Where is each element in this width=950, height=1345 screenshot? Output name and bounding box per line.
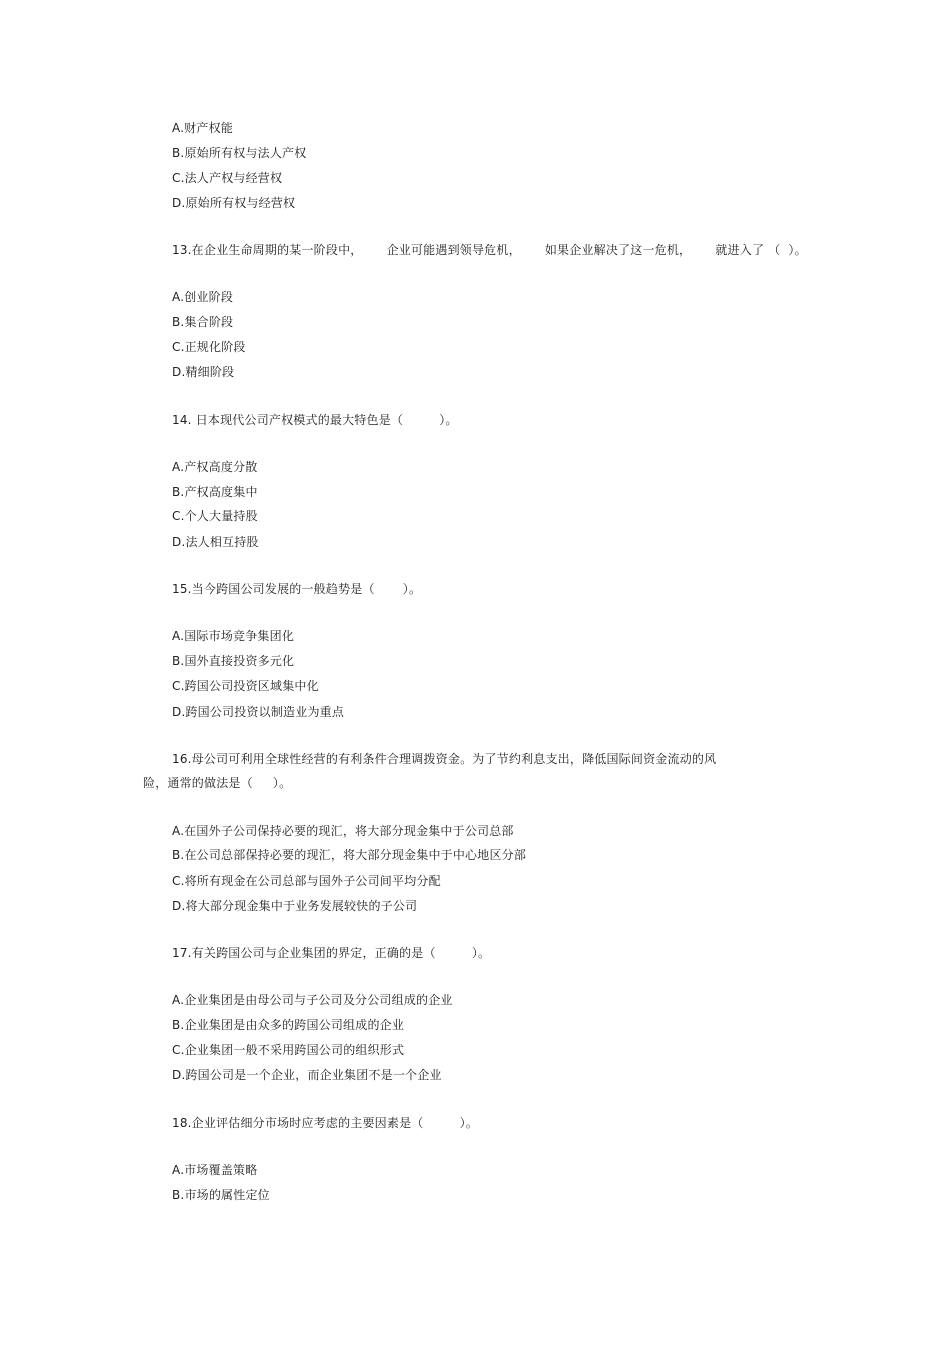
q17-option-b: B.企业集团是由众多的跨国公司组成的企业: [172, 1018, 405, 1032]
q16-stem-line-2: 险，通常的做法是（ ）。: [143, 776, 292, 790]
q14-stem: 14. 日本现代公司产权模式的最大特色是（ ）。: [172, 413, 458, 427]
q15-option-a: A.国际市场竞争集团化: [172, 629, 295, 643]
q16-option-b: B.在公司总部保持必要的现汇，将大部分现金集中于中心地区分部: [172, 848, 527, 862]
q14-option-b: B.产权高度集中: [172, 485, 258, 499]
q17-stem: 17.有关跨国公司与企业集团的界定，正确的是（ ）。: [172, 946, 491, 960]
q13-option-a: A.创业阶段: [172, 290, 234, 304]
q13-stem: 13.在企业生命周期的某一阶段中， 企业可能遇到领导危机， 如果企业解决了这一危机， 就进入了 （ ）。: [172, 243, 807, 257]
q16-option-a: A.在国外子公司保持必要的现汇，将大部分现金集中于公司总部: [172, 824, 514, 838]
q16-stem-line-1: 16.母公司可利用全球性经营的有利条件合理调拨资金。为了节约利息支出，降低国际间资金流动的风: [172, 752, 717, 766]
q17-option-c: C.企业集团一般不采用跨国公司的组织形式: [172, 1043, 405, 1057]
q15-stem: 15.当今跨国公司发展的一般趋势是（ ）。: [172, 582, 422, 596]
q18-stem: 18.企业评估细分市场时应考虑的主要因素是（ ）。: [172, 1116, 479, 1130]
q13-option-c: C.正规化阶段: [172, 340, 246, 354]
q14-option-c: C.个人大量持股: [172, 509, 258, 523]
q14-option-d: D.法人相互持股: [172, 535, 259, 549]
q12-option-c: C.法人产权与经营权: [172, 171, 283, 185]
q16-option-d: D.将大部分现金集中于业务发展较快的子公司: [172, 899, 418, 913]
q17-option-d: D.跨国公司是一个企业，而企业集团不是一个企业: [172, 1068, 442, 1082]
q18-option-a: A.市场覆盖策略: [172, 1163, 258, 1177]
q12-option-b: B.原始所有权与法人产权: [172, 146, 307, 160]
q13-option-b: B.集合阶段: [172, 315, 234, 329]
q16-option-c: C.将所有现金在公司总部与国外子公司间平均分配: [172, 874, 441, 888]
q12-option-d: D.原始所有权与经营权: [172, 196, 296, 210]
q15-option-d: D.跨国公司投资以制造业为重点: [172, 705, 345, 719]
q14-option-a: A.产权高度分散: [172, 460, 258, 474]
q12-option-a: A.财产权能: [172, 121, 234, 135]
q13-option-d: D.精细阶段: [172, 365, 235, 379]
q15-option-c: C.跨国公司投资区域集中化: [172, 679, 319, 693]
q17-option-a: A.企业集团是由母公司与子公司及分公司组成的企业: [172, 993, 453, 1007]
q18-option-b: B.市场的属性定位: [172, 1188, 270, 1202]
q15-option-b: B.国外直接投资多元化: [172, 654, 295, 668]
